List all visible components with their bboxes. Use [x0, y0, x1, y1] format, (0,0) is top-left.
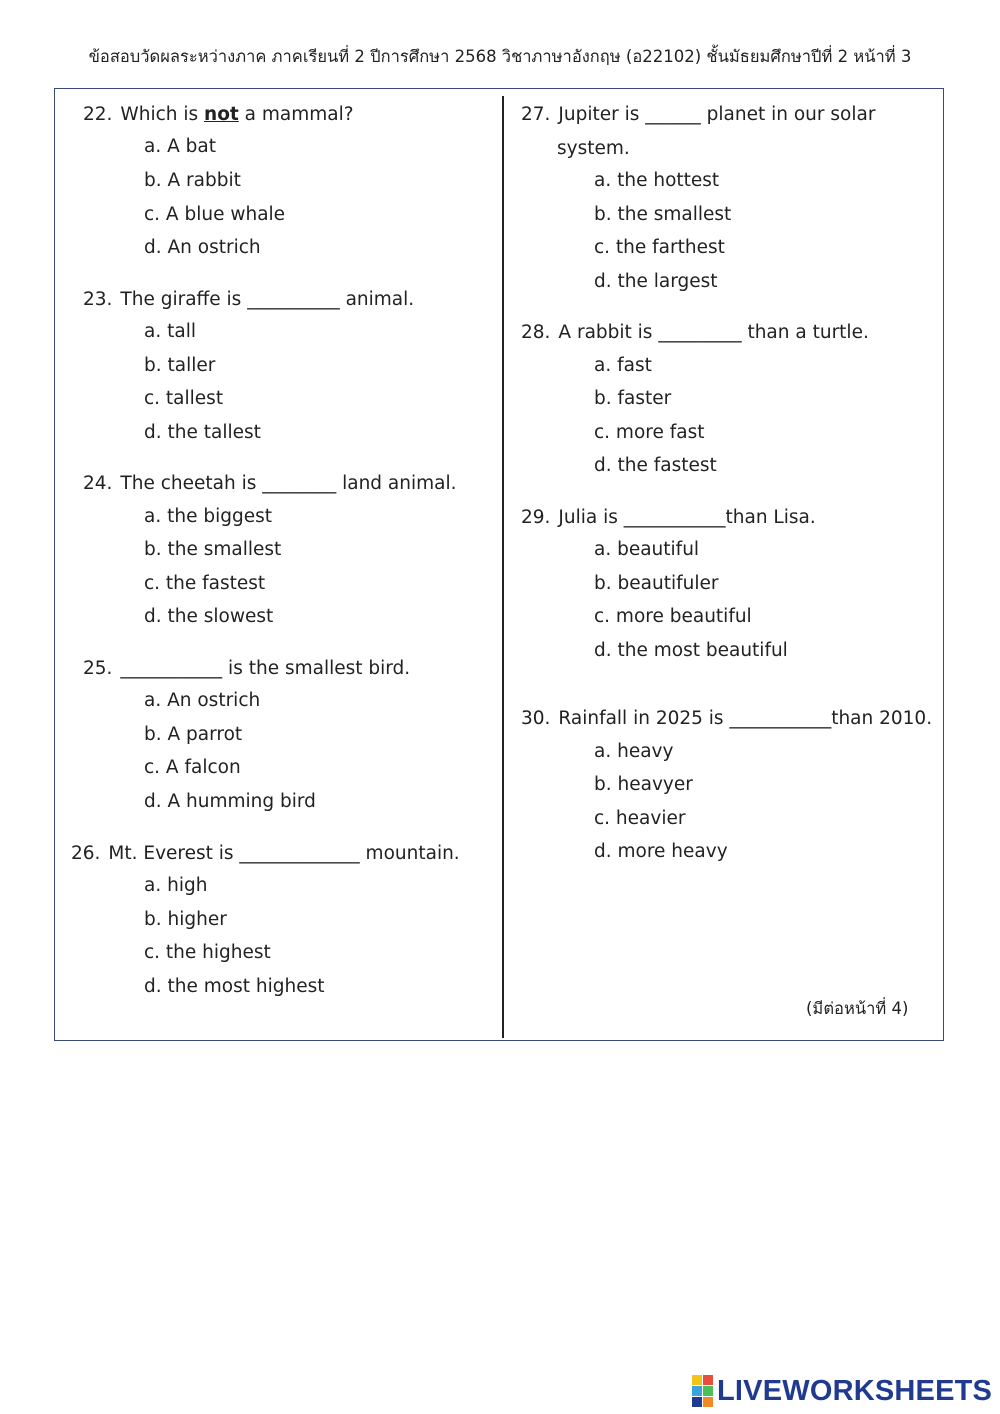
question-number: 26.	[71, 843, 101, 864]
question-number: 24.	[83, 473, 113, 494]
exam-frame	[54, 88, 944, 1041]
column-divider	[502, 96, 504, 1038]
option[interactable]: b. the smallest	[144, 539, 282, 560]
option[interactable]: d. the tallest	[144, 422, 261, 443]
question-stem: Jupiter is ______ planet in our solar	[558, 104, 876, 125]
option[interactable]: c. A falcon	[144, 757, 241, 778]
option[interactable]: d. An ostrich	[144, 237, 261, 258]
option[interactable]: a. fast	[594, 355, 652, 376]
question-27	[521, 98, 875, 165]
liveworksheets-logo[interactable]	[692, 1374, 992, 1408]
question-23	[83, 283, 414, 317]
question-30	[521, 702, 932, 736]
brand-name: LIVEWORKSHEETS	[717, 1374, 993, 1407]
question-stem: ___________ is the smallest bird.	[120, 658, 411, 679]
option[interactable]: a. An ostrich	[144, 690, 261, 711]
option[interactable]: c. the farthest	[594, 237, 725, 258]
option[interactable]: c. A blue whale	[144, 204, 286, 225]
option[interactable]: d. more heavy	[594, 841, 728, 862]
option[interactable]: c. the fastest	[144, 573, 266, 594]
question-24	[83, 467, 457, 501]
question-stem: The giraffe is __________ animal.	[120, 289, 415, 310]
question-stem: The cheetah is ________ land animal.	[120, 473, 457, 494]
option[interactable]: a. the biggest	[144, 506, 272, 527]
option[interactable]: b. the smallest	[594, 204, 732, 225]
question-number: 23.	[83, 289, 113, 310]
exam-header: ข้อสอบวัดผลระหว่างภาค ภาคเรียนที่ 2 ปีการศึกษา 2568 วิชาภาษาอังกฤษ (อ22102) ชั้นมัธยมศึกษาปีที่ 2 หน้าที่ 3	[88, 47, 912, 66]
option[interactable]: a. tall	[144, 321, 196, 342]
question-26	[71, 837, 460, 871]
option[interactable]: b. higher	[144, 909, 227, 930]
question-emphasis: not	[204, 104, 239, 125]
option[interactable]: b. heavyer	[594, 774, 693, 795]
option[interactable]: d. the most beautiful	[594, 640, 788, 661]
question-stem: Mt. Everest is _____________ mountain.	[108, 843, 460, 864]
question-number: 25.	[83, 658, 113, 679]
continued-note: (มีต่อหน้าที่ 4)	[806, 999, 909, 1018]
question-stem: Rainfall in 2025 is ___________than 2010.	[558, 708, 933, 729]
option[interactable]: d. the largest	[594, 271, 718, 292]
option[interactable]: a. the hottest	[594, 170, 720, 191]
question-29	[521, 501, 816, 535]
brand-icon	[692, 1375, 713, 1407]
option[interactable]: b. A rabbit	[144, 170, 241, 191]
option[interactable]: b. beautifuler	[594, 573, 719, 594]
question-stem-post: a mammal?	[244, 104, 354, 125]
question-number: 27.	[521, 104, 551, 125]
question-28	[521, 316, 869, 350]
question-stem-continued: system.	[557, 137, 630, 159]
option[interactable]: d. the fastest	[594, 455, 717, 476]
question-22	[83, 98, 354, 132]
option[interactable]: a. high	[144, 875, 208, 896]
question-number: 29.	[521, 507, 551, 528]
option[interactable]: a. beautiful	[594, 539, 700, 560]
option[interactable]: d. A humming bird	[144, 791, 316, 812]
question-25	[83, 652, 410, 686]
question-stem-pre: Which is	[120, 104, 199, 125]
question-number: 28.	[521, 322, 551, 343]
option[interactable]: c. more fast	[594, 422, 705, 443]
question-number: 30.	[521, 708, 551, 729]
option[interactable]: b. taller	[144, 355, 216, 376]
option[interactable]: b. faster	[594, 388, 672, 409]
option[interactable]: b. A parrot	[144, 724, 243, 745]
option[interactable]: a. A bat	[144, 136, 216, 157]
option[interactable]: c. the highest	[144, 942, 271, 963]
question-number: 22.	[83, 104, 113, 125]
option[interactable]: d. the most highest	[144, 976, 325, 997]
option[interactable]: c. more beautiful	[594, 606, 752, 627]
question-stem: A rabbit is _________ than a turtle.	[558, 322, 869, 343]
option[interactable]: a. heavy	[594, 741, 674, 762]
option[interactable]: d. the slowest	[144, 606, 274, 627]
question-stem: Julia is ___________than Lisa.	[558, 507, 816, 528]
option[interactable]: c. tallest	[144, 388, 224, 409]
option[interactable]: c. heavier	[594, 808, 686, 829]
